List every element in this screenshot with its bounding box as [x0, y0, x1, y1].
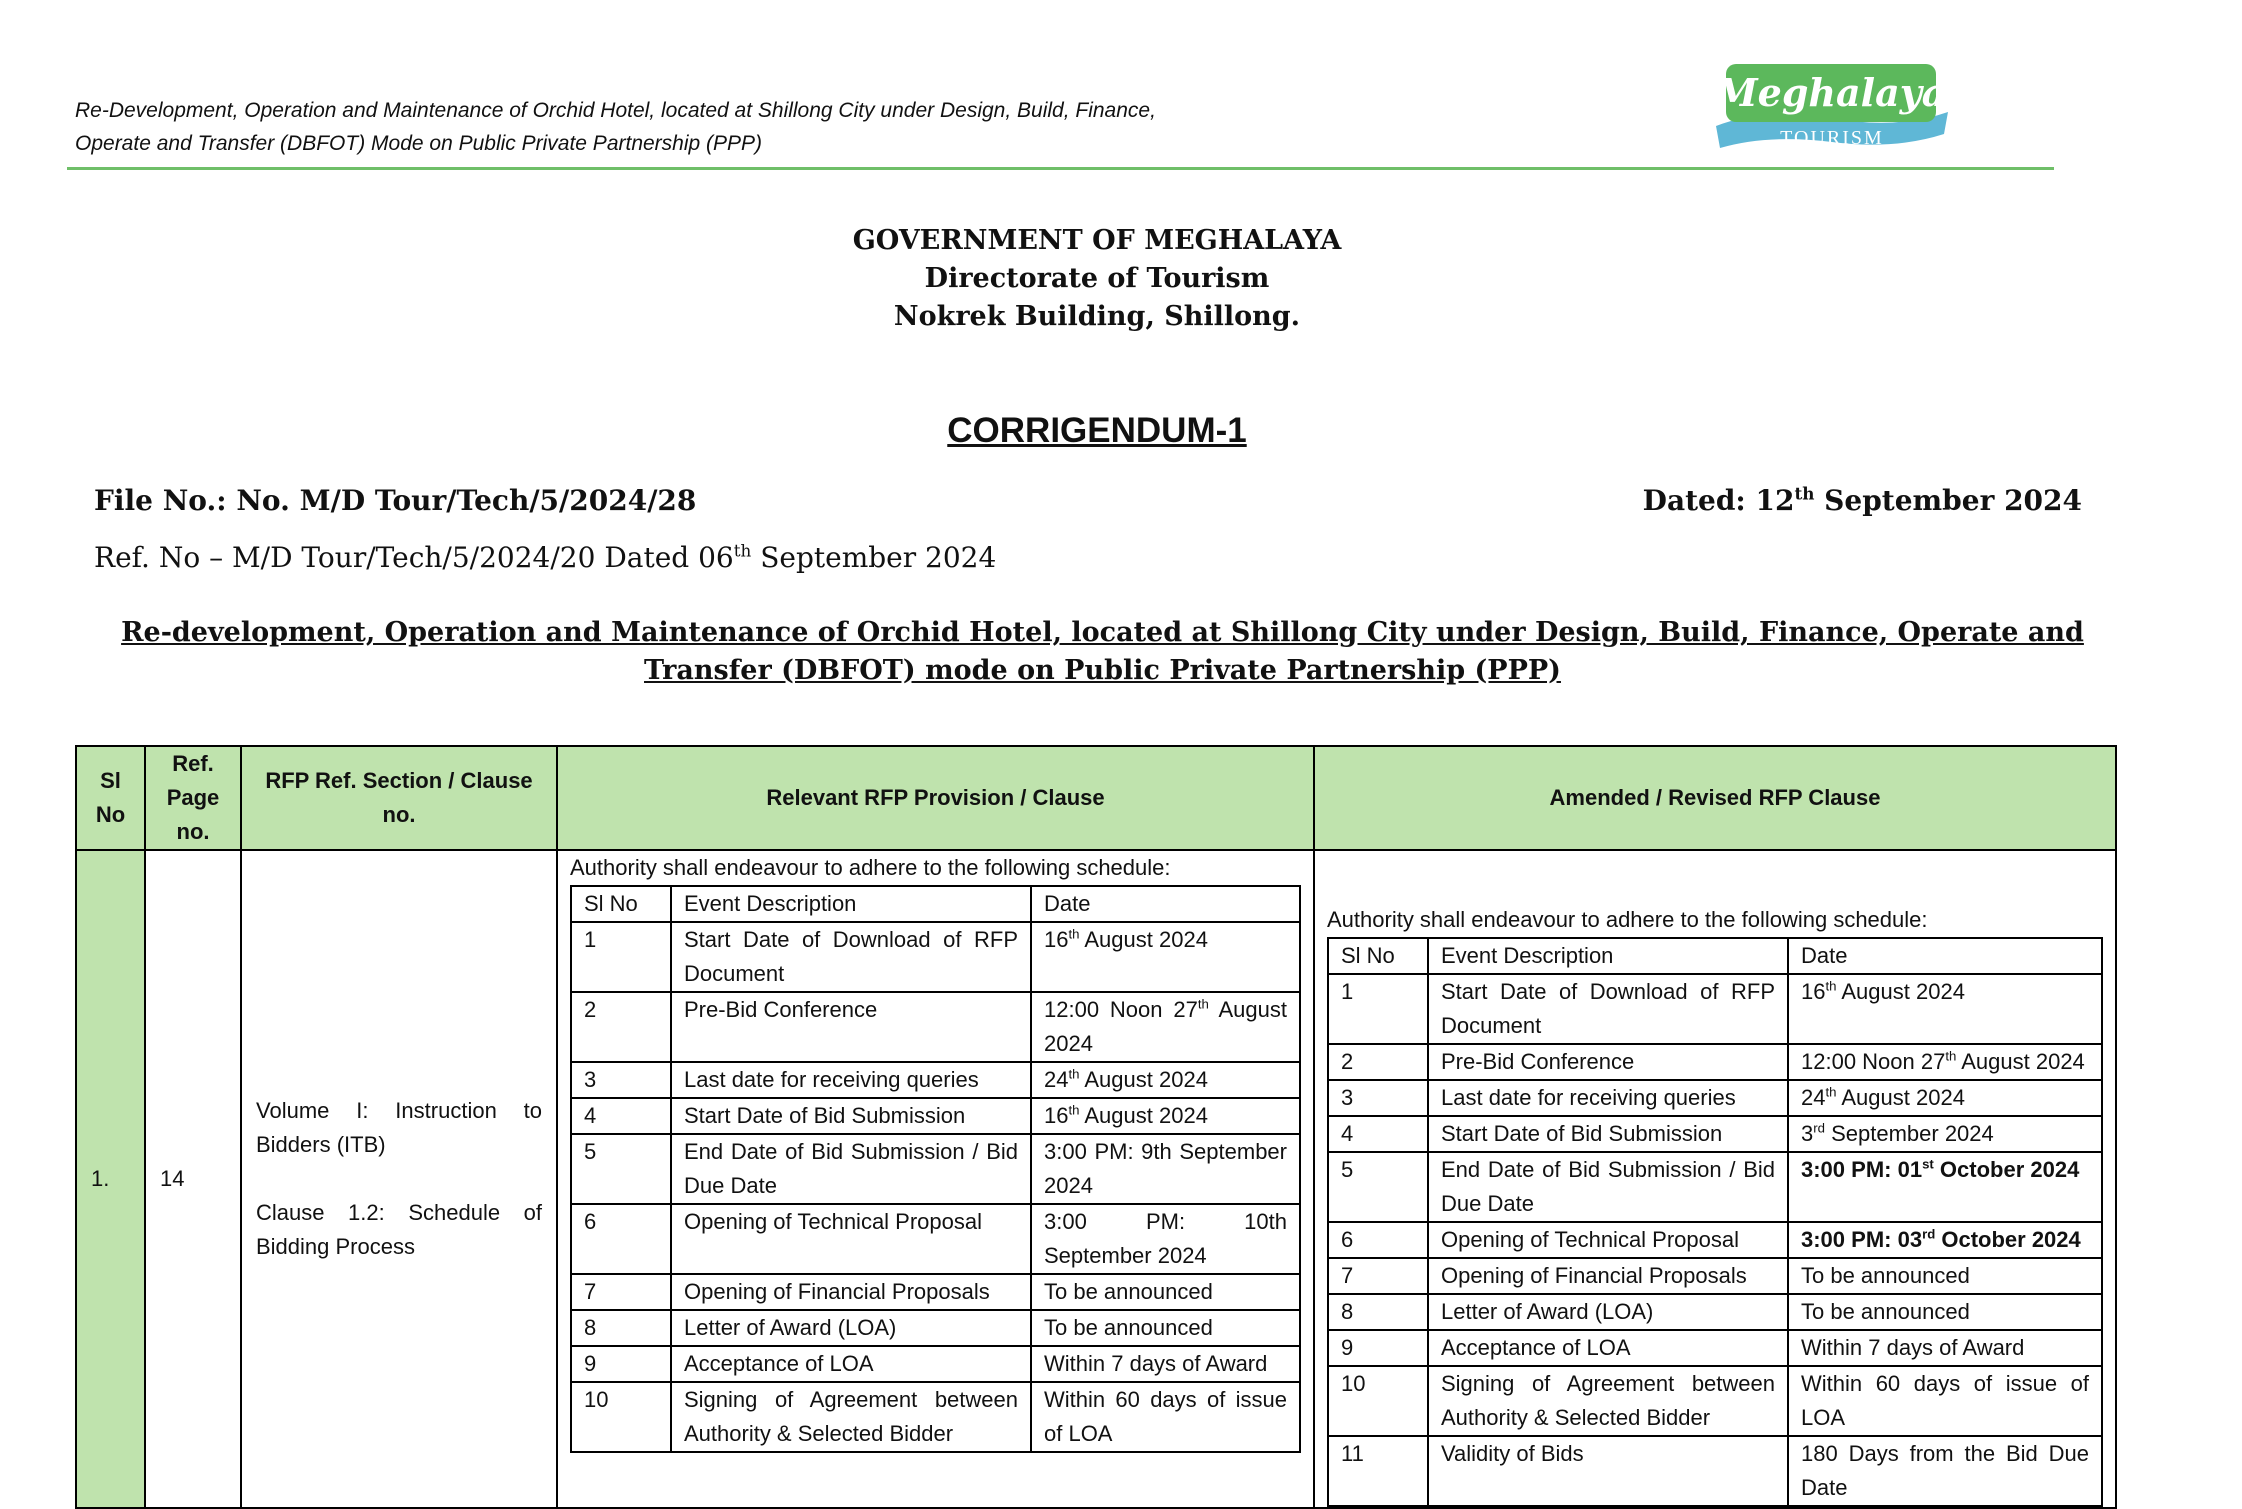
schedule-event: Start Date of Bid Submission — [671, 1098, 1031, 1134]
schedule-event: Opening of Financial Proposals — [1428, 1258, 1788, 1294]
schedule-date: 3:00 PM: 9th September 2024 — [1031, 1134, 1300, 1204]
meghalaya-tourism-logo — [1708, 56, 1956, 156]
schedule-event: Letter of Award (LOA) — [671, 1310, 1031, 1346]
schedule-sl: 10 — [571, 1382, 671, 1452]
schedule-sl: 4 — [1328, 1116, 1428, 1152]
schedule-row — [1328, 974, 2102, 1044]
schedule-event: Acceptance of LOA — [671, 1346, 1031, 1382]
schedule-sl: 5 — [571, 1134, 671, 1204]
header-relevant-provision: Relevant RFP Provision / Clause — [557, 746, 1314, 850]
header-ref-page: Ref. Page no. — [145, 746, 241, 850]
schedule-date: 24th August 2024 — [1031, 1062, 1300, 1098]
schedule-event: Opening of Technical Proposal — [671, 1204, 1031, 1274]
header-sl-no: Sl No — [76, 746, 145, 850]
schedule-sl: 10 — [1328, 1366, 1428, 1436]
amended-schedule-intro: Authority shall endeavour to adhere to the following schedule: — [1327, 907, 1928, 932]
schedule-date: 16th August 2024 — [1031, 1098, 1300, 1134]
schedule-event: Start Date of Download of RFP Document — [671, 922, 1031, 992]
schedule-sl: 9 — [571, 1346, 671, 1382]
schedule-sl: 7 — [571, 1274, 671, 1310]
schedule-row — [571, 1062, 1300, 1098]
schedule-row — [571, 992, 1300, 1062]
schedule-header-event: Event Description — [671, 886, 1031, 922]
schedule-row — [1328, 1116, 2102, 1152]
header-note-line2: Operate and Transfer (DBFOT) Mode on Public Private Partnership (PPP) — [75, 132, 763, 155]
schedule-event: Letter of Award (LOA) — [1428, 1294, 1788, 1330]
schedule-event: Opening of Financial Proposals — [671, 1274, 1031, 1310]
logo-graphic — [1708, 56, 1956, 156]
schedule-row — [571, 1382, 1300, 1452]
schedule-sl: 1 — [1328, 974, 1428, 1044]
document-header-note — [75, 94, 1275, 160]
row-relevant-provision — [557, 850, 1314, 1508]
schedule-row — [571, 922, 1300, 992]
schedule-sl: 1 — [571, 922, 671, 992]
schedule-event: Opening of Technical Proposal — [1428, 1222, 1788, 1258]
schedule-date: 24th August 2024 — [1788, 1080, 2102, 1116]
schedule-sl: 8 — [571, 1310, 671, 1346]
schedule-date: Within 60 days of issue of LOA — [1031, 1382, 1300, 1452]
schedule-date: 16th August 2024 — [1031, 922, 1300, 992]
schedule-row — [571, 1310, 1300, 1346]
schedule-row — [571, 1274, 1300, 1310]
schedule-event: Start Date of Bid Submission — [1428, 1116, 1788, 1152]
schedule-header-sl: Sl No — [1328, 938, 1428, 974]
schedule-date: 16th August 2024 — [1788, 974, 2102, 1044]
schedule-event: Pre-Bid Conference — [671, 992, 1031, 1062]
schedule-row — [571, 1098, 1300, 1134]
schedule-row — [571, 1204, 1300, 1274]
schedule-date: To be announced — [1031, 1274, 1300, 1310]
schedule-sl: 6 — [1328, 1222, 1428, 1258]
row-rfp-section — [241, 850, 557, 1508]
schedule-header-row — [1328, 938, 2102, 974]
schedule-header-sl: Sl No — [571, 886, 671, 922]
section-volume: Volume I: Instruction to Bidders (ITB) — [256, 1098, 542, 1157]
subject-line: Re-development, Operation and Maintenance of Orchid Hotel, located at Shillong City under Design, Build, Finance, Operate and Transfer (DBFOT) mode on Public Private Partnership (PPP) — [121, 617, 2084, 686]
letterhead-government: GOVERNMENT OF MEGHALAYA — [852, 225, 1342, 256]
header-rfp-section: RFP Ref. Section / Clause no. — [241, 746, 557, 850]
schedule-row — [1328, 1294, 2102, 1330]
reference-number: Ref. No – M/D Tour/Tech/5/2024/20 Dated 06th September 2024 — [94, 540, 997, 574]
schedule-sl: 3 — [571, 1062, 671, 1098]
schedule-date: 12:00 Noon 27th August 2024 — [1788, 1044, 2102, 1080]
amended-schedule-table — [1327, 937, 2103, 1507]
schedule-event: Start Date of Download of RFP Document — [1428, 974, 1788, 1044]
schedule-event: Signing of Agreement between Authority & Selected Bidder — [1428, 1366, 1788, 1436]
schedule-row — [571, 1346, 1300, 1382]
schedule-event: Last date for receiving queries — [1428, 1080, 1788, 1116]
row-sl-no: 1. — [76, 850, 145, 1508]
schedule-event: Signing of Agreement between Authority & Selected Bidder — [671, 1382, 1031, 1452]
schedule-date: To be announced — [1788, 1294, 2102, 1330]
schedule-sl: 4 — [571, 1098, 671, 1134]
schedule-header-event: Event Description — [1428, 938, 1788, 974]
logo-title: Meghalaya — [1715, 70, 1947, 115]
header-rule — [67, 167, 2054, 170]
letterhead — [0, 222, 2194, 336]
schedule-event: End Date of Bid Submission / Bid Due Date — [1428, 1152, 1788, 1222]
provision-schedule-table — [570, 885, 1301, 1453]
header-note-line1: Re-Development, Operation and Maintenance of Orchid Hotel, located at Shillong City under Design, Build, Finance, — [75, 99, 1156, 122]
schedule-sl: 7 — [1328, 1258, 1428, 1294]
schedule-row — [1328, 1080, 2102, 1116]
schedule-row — [1328, 1222, 2102, 1258]
schedule-sl: 2 — [1328, 1044, 1428, 1080]
document-date: Dated: 12th September 2024 — [1642, 483, 2082, 517]
schedule-event: Last date for receiving queries — [671, 1062, 1031, 1098]
schedule-row — [1328, 1152, 2102, 1222]
logo-subtitle: TOURISM — [1780, 127, 1884, 149]
provision-schedule-intro: Authority shall endeavour to adhere to the following schedule: — [570, 855, 1171, 880]
corrigendum-table — [75, 745, 2117, 1509]
schedule-date: 12:00 Noon 27th August 2024 — [1031, 992, 1300, 1062]
schedule-sl: 11 — [1328, 1436, 1428, 1506]
schedule-row — [1328, 1436, 2102, 1506]
schedule-sl: 2 — [571, 992, 671, 1062]
schedule-date: Within 7 days of Award — [1031, 1346, 1300, 1382]
schedule-sl: 8 — [1328, 1294, 1428, 1330]
section-clause: Clause 1.2: Schedule of Bidding Process — [256, 1200, 542, 1259]
schedule-sl: 5 — [1328, 1152, 1428, 1222]
schedule-row — [571, 1134, 1300, 1204]
schedule-row — [1328, 1366, 2102, 1436]
document-title: CORRIGENDUM-1 — [947, 411, 1247, 450]
schedule-header-row — [571, 886, 1300, 922]
schedule-date: Within 60 days of issue of LOA — [1788, 1366, 2102, 1436]
schedule-event: Validity of Bids — [1428, 1436, 1788, 1506]
schedule-date: 3:00 PM: 10th September 2024 — [1031, 1204, 1300, 1274]
schedule-date: To be announced — [1788, 1258, 2102, 1294]
file-number: File No.: No. M/D Tour/Tech/5/2024/28 — [94, 484, 697, 517]
schedule-date: 3:00 PM: 01st October 2024 — [1788, 1152, 2102, 1222]
schedule-header-date: Date — [1031, 886, 1300, 922]
schedule-row — [1328, 1258, 2102, 1294]
schedule-sl: 9 — [1328, 1330, 1428, 1366]
schedule-event: Pre-Bid Conference — [1428, 1044, 1788, 1080]
schedule-date: 3:00 PM: 03rd October 2024 — [1788, 1222, 2102, 1258]
letterhead-directorate: Directorate of Tourism — [924, 263, 1270, 294]
schedule-event: End Date of Bid Submission / Bid Due Date — [671, 1134, 1031, 1204]
schedule-event: Acceptance of LOA — [1428, 1330, 1788, 1366]
row-amended-clause — [1314, 850, 2116, 1508]
schedule-sl: 3 — [1328, 1080, 1428, 1116]
schedule-date: Within 7 days of Award — [1788, 1330, 2102, 1366]
schedule-date: To be announced — [1031, 1310, 1300, 1346]
letterhead-address: Nokrek Building, Shillong. — [893, 301, 1301, 332]
schedule-row — [1328, 1044, 2102, 1080]
table-row — [76, 850, 2116, 1508]
table-header-row — [76, 746, 2116, 850]
row-ref-page: 14 — [145, 850, 241, 1508]
schedule-date: 3rd September 2024 — [1788, 1116, 2102, 1152]
schedule-date: 180 Days from the Bid Due Date — [1788, 1436, 2102, 1506]
schedule-row — [1328, 1330, 2102, 1366]
header-amended-clause: Amended / Revised RFP Clause — [1314, 746, 2116, 850]
schedule-header-date: Date — [1788, 938, 2102, 974]
schedule-sl: 6 — [571, 1204, 671, 1274]
